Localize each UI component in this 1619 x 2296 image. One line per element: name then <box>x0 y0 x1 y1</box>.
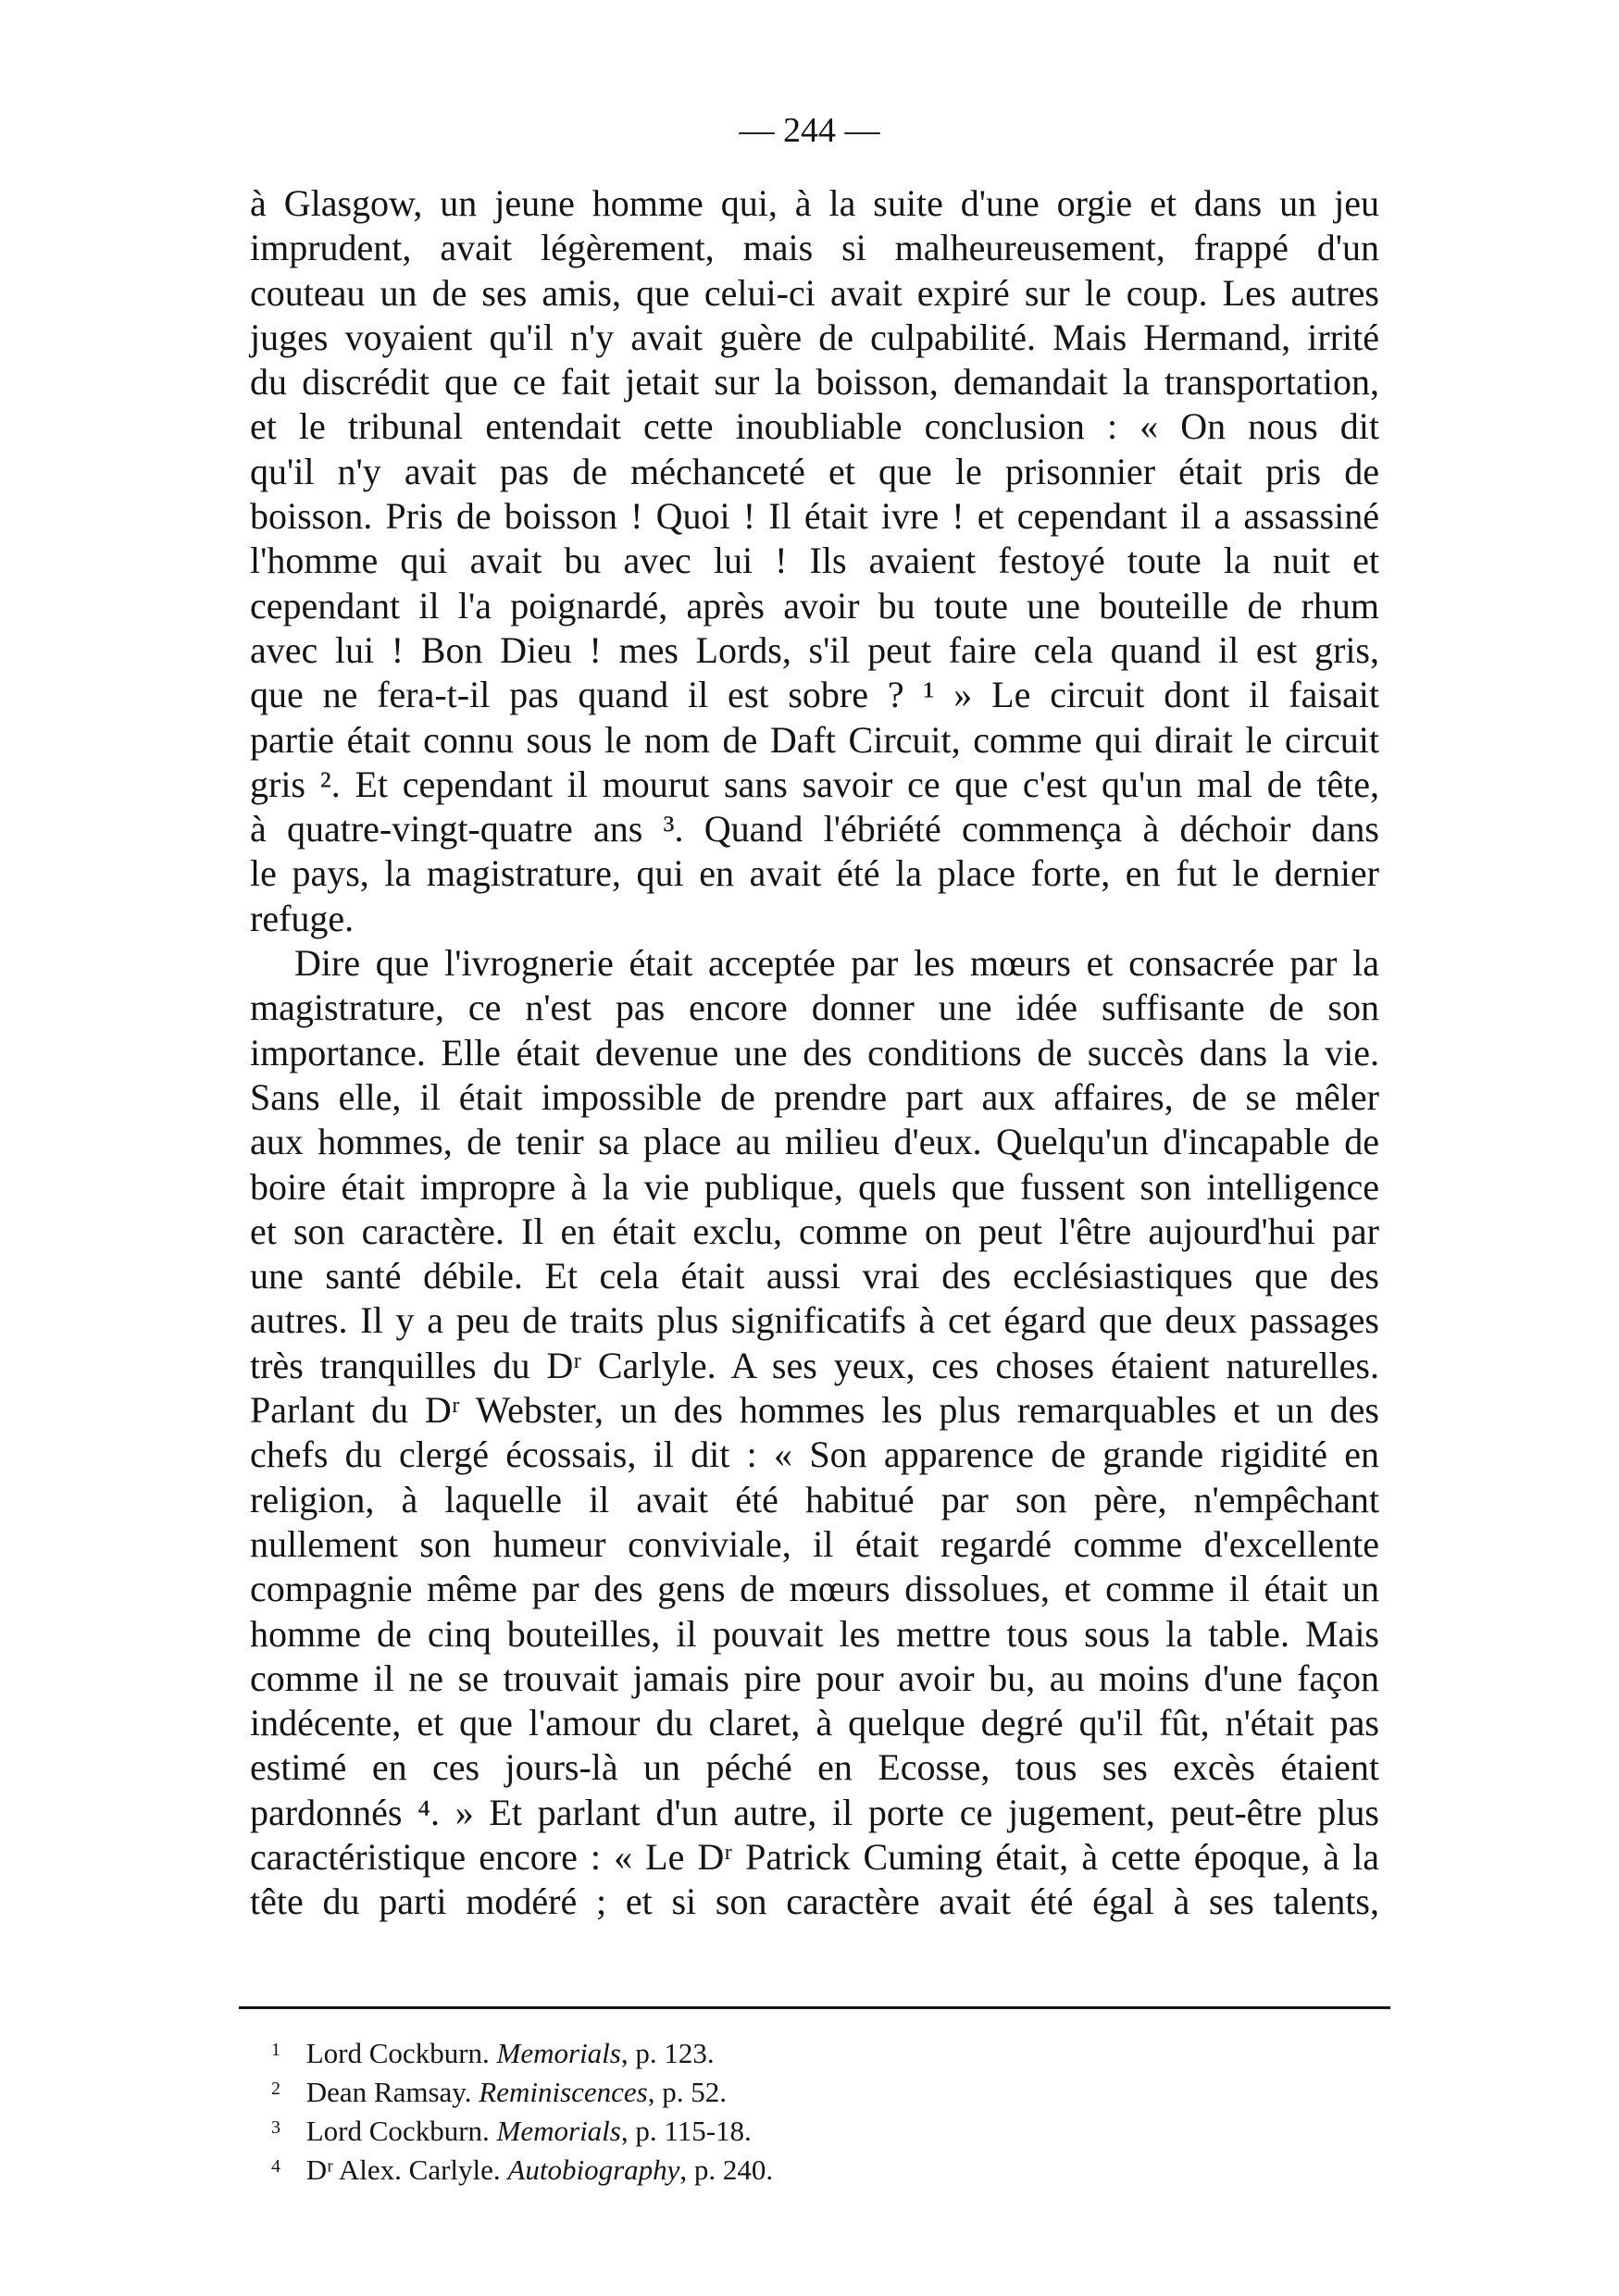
text-line: tête du parti modéré ; et si son caractère avait été égal à ses talents, <box>250 1880 1379 1923</box>
footnote-title: Memorials <box>496 2037 621 2069</box>
footnote-title: Reminiscences <box>479 2076 648 2108</box>
footnote-mark: 3 <box>271 2117 280 2138</box>
footnote <box>271 2069 1197 2108</box>
text-line: une santé débile. Et cela était aussi vrai des ecclésiastiques que des <box>250 1255 1379 1297</box>
text-line: indécente, et que l'amour du claret, à quelque degré qu'il fût, n'était pas <box>250 1702 1379 1744</box>
text-line: l'homme qui avait bu avec lui ! Ils avaient festoyé toute la nuit et <box>250 540 1379 582</box>
text-line: le pays, la magistrature, qui en avait été la place forte, en fut le dernier <box>250 852 1379 895</box>
text-line: pardonnés ⁴. » Et parlant d'un autre, il porte ce jugement, peut-être plus <box>250 1791 1379 1833</box>
text-line: qu'il n'y avait pas de méchanceté et que le prisonnier était pris de <box>250 450 1379 492</box>
footnote-author: Lord Cockburn. <box>305 2115 490 2147</box>
text-line: très tranquilles du Dʳ Carlyle. A ses yeux, ces choses étaient naturelles. <box>250 1344 1379 1386</box>
text-line: que ne fera-t-il pas quand il est sobre ? ¹ » Le circuit dont il faisait <box>250 674 1379 716</box>
footnote <box>271 2147 1197 2186</box>
text-line: boire était impropre à la vie publique, quels que fussent son intelligence <box>250 1165 1379 1208</box>
footnote <box>271 2108 1197 2147</box>
text-line: nullement son humeur conviviale, il était regardé comme d'excellente <box>250 1522 1379 1565</box>
text-line: comme il ne se trouvait jamais pire pour avoir bu, au moins d'une façon <box>250 1657 1379 1699</box>
text-line: couteau un de ses amis, que celui-ci avait expiré sur le coup. Les autres <box>250 271 1379 314</box>
text-line: avec lui ! Bon Dieu ! mes Lords, s'il peut faire cela quand il est gris, <box>250 628 1379 671</box>
text-line: estimé en ces jours-là un péché en Ecosse, tous ses excès étaient <box>250 1746 1379 1789</box>
text-line: gris ². Et cependant il mourut sans savoir ce que c'est qu'un mal de tête, <box>250 763 1379 805</box>
body-text <box>250 181 1379 1925</box>
text-line: religion, à laquelle il avait été habitué par son père, n'empêchant <box>250 1478 1379 1520</box>
footnotes <box>271 2030 1197 2186</box>
footnote-title: Memorials <box>496 2115 621 2147</box>
footnote-ref: , p. 52. <box>647 2076 727 2108</box>
text-line: Sans elle, il était impossible de prendre part aux affaires, de se mêler <box>250 1075 1379 1118</box>
text-line: homme de cinq bouteilles, il pouvait les mettre tous sous la table. Mais <box>250 1612 1379 1655</box>
footnote-author: Dean Ramsay. <box>305 2076 472 2108</box>
footnote-author: Dʳ Alex. Carlyle. <box>305 2153 501 2186</box>
text-line: compagnie même par des gens de mœurs dissolues, et comme il était un <box>250 1568 1379 1610</box>
footnote-author: Lord Cockburn. <box>305 2037 490 2069</box>
text-line: juges voyaient qu'il n'y avait guère de culpabilité. Mais Hermand, irrité <box>250 316 1379 358</box>
text-line: aux hommes, de tenir sa place au milieu d'eux. Quelqu'un d'incapable de <box>250 1121 1379 1163</box>
text-line: et son caractère. Il en était exclu, comme on peut l'être aujourd'hui par <box>250 1210 1379 1252</box>
text-line: autres. Il y a peu de traits plus significatifs à cet égard que deux passages <box>250 1299 1379 1342</box>
text-line: imprudent, avait légèrement, mais si malheureusement, frappé d'un <box>250 227 1379 269</box>
text-line: cependant il l'a poignardé, après avoir bu toute une bouteille de rhum <box>250 584 1379 627</box>
page-number: — 244 — <box>739 111 880 150</box>
paragraph-start-line: Dire que l'ivrognerie était acceptée par les mœurs et consacrée par la <box>294 942 1379 985</box>
text-line: et le tribunal entendait cette inoubliable conclusion : « On nous dit <box>250 405 1379 448</box>
text-line: du discrédit que ce fait jetait sur la boisson, demandait la transportation, <box>250 361 1379 403</box>
footnote-mark: 4 <box>271 2156 280 2177</box>
text-line: chefs du clergé écossais, il dit : « Son apparence de grande rigidité en <box>250 1433 1379 1476</box>
text-line: boisson. Pris de boisson ! Quoi ! Il était ivre ! et cependant il a assassiné <box>250 495 1379 538</box>
text-line: refuge. <box>250 897 355 939</box>
text-line: Parlant du Dʳ Webster, un des hommes les plus remarquables et un des <box>250 1389 1379 1432</box>
text-line: magistrature, ce n'est pas encore donner une idée suffisante de son <box>250 987 1379 1029</box>
footnote-title: Autobiography <box>507 2153 680 2186</box>
footnote <box>271 2030 1197 2069</box>
text-line: caractéristique encore : « Le Dʳ Patrick Cuming était, à cette époque, à la <box>250 1835 1379 1878</box>
footnote-ref: , p. 115-18. <box>620 2115 752 2147</box>
footnote-rule <box>239 2006 1390 2009</box>
footnote-ref: , p. 123. <box>620 2037 715 2069</box>
footnote-mark: 1 <box>271 2040 280 2060</box>
text-line: à quatre-vingt-quatre ans ³. Quand l'ébriété commença à déchoir dans <box>250 808 1379 850</box>
footnote-mark: 2 <box>271 2079 280 2099</box>
text-line: à Glasgow, un jeune homme qui, à la suite d'une orgie et dans un jeu <box>250 182 1379 224</box>
footnote-ref: , p. 240. <box>679 2153 774 2186</box>
text-line: importance. Elle était devenue une des conditions de succès dans la vie. <box>250 1031 1379 1074</box>
text-line: partie était connu sous le nom de Daft Circuit, comme qui dirait le circuit <box>250 718 1379 761</box>
